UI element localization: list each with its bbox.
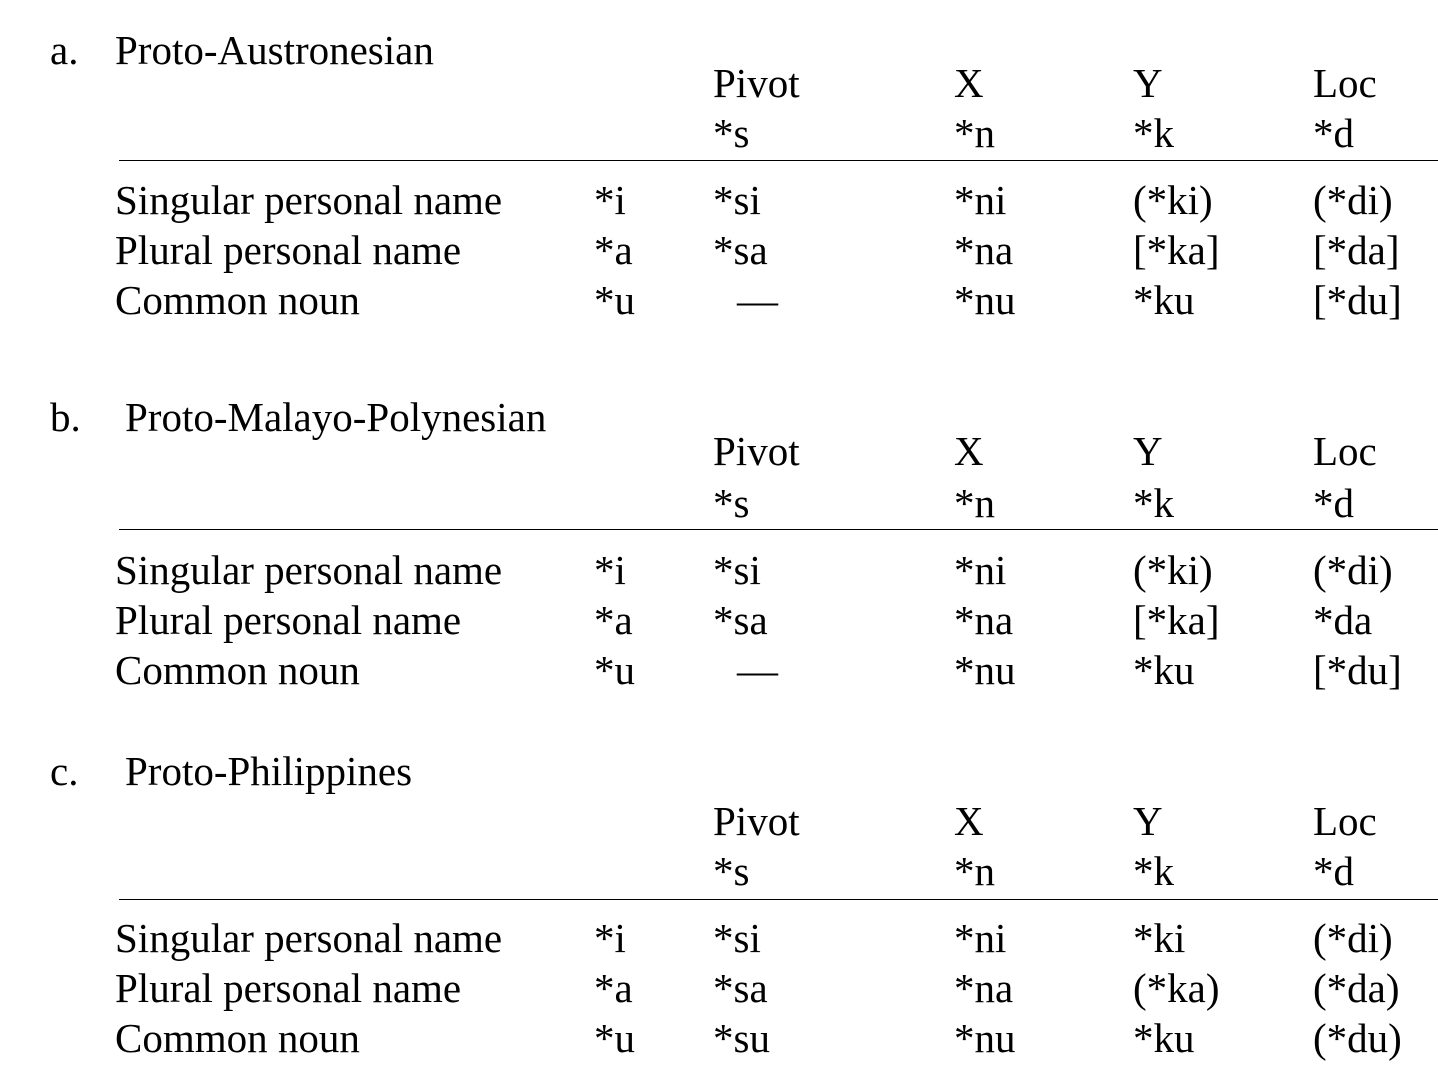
row-label: Common noun (115, 647, 360, 693)
header-y: Y (1133, 428, 1163, 474)
cell-loc: [*du] (1313, 647, 1402, 693)
cell-pivot: *si (713, 915, 761, 961)
cell-y: (*ki) (1133, 547, 1213, 593)
cell-y: [*ka] (1133, 597, 1220, 643)
subheader-x: *n (954, 848, 995, 894)
cell-pivot: — (737, 277, 778, 323)
header-pivot: Pivot (713, 428, 800, 474)
header-y: Y (1133, 60, 1163, 106)
section-title: Proto-Philippines (125, 748, 413, 794)
cell-x: *na (954, 965, 1014, 1011)
row-label: Common noun (115, 277, 360, 323)
cell-x: *ni (954, 177, 1007, 223)
subheader-loc: *d (1313, 848, 1354, 894)
row-label: Plural personal name (115, 965, 462, 1011)
cell-loc: *da (1313, 597, 1373, 643)
row-label: Singular personal name (115, 547, 503, 593)
row-label: Singular personal name (115, 177, 503, 223)
section-marker: a. (50, 27, 79, 73)
cell-loc: [*da] (1313, 227, 1400, 273)
row-article: *u (594, 277, 635, 323)
subheader-loc: *d (1313, 110, 1354, 156)
cell-loc: (*di) (1313, 915, 1393, 961)
row-label: Singular personal name (115, 915, 503, 961)
row-article: *i (594, 177, 626, 223)
row-label: Plural personal name (115, 227, 462, 273)
subheader-x: *n (954, 110, 995, 156)
subheader-y: *k (1133, 480, 1174, 526)
table-rule (119, 160, 1438, 161)
row-article: *u (594, 1015, 635, 1061)
cell-x: *na (954, 597, 1014, 643)
cell-x: *ni (954, 915, 1007, 961)
subheader-pivot: *s (713, 848, 750, 894)
cell-y: (*ki) (1133, 177, 1213, 223)
header-x: X (954, 60, 984, 106)
row-label: Plural personal name (115, 597, 462, 643)
header-loc: Loc (1313, 798, 1377, 844)
table-rule (119, 899, 1438, 900)
header-loc: Loc (1313, 60, 1377, 106)
header-pivot: Pivot (713, 798, 800, 844)
cell-pivot: *su (713, 1015, 770, 1061)
cell-x: *nu (954, 1015, 1016, 1061)
cell-loc: (*du) (1313, 1015, 1402, 1061)
cell-y: *ku (1133, 647, 1195, 693)
cell-x: *nu (954, 647, 1016, 693)
row-label: Common noun (115, 1015, 360, 1061)
section-title: Proto-Malayo-Polynesian (125, 394, 547, 440)
header-pivot: Pivot (713, 60, 800, 106)
subheader-loc: *d (1313, 480, 1354, 526)
cell-loc: [*du] (1313, 277, 1402, 323)
header-y: Y (1133, 798, 1163, 844)
table-rule (119, 529, 1438, 530)
subheader-x: *n (954, 480, 995, 526)
section-b (0, 394, 1438, 727)
cell-y: *ki (1133, 915, 1186, 961)
cell-loc: (*di) (1313, 547, 1393, 593)
cell-y: [*ka] (1133, 227, 1220, 273)
cell-pivot: *sa (713, 227, 768, 273)
cell-pivot: *sa (713, 965, 768, 1011)
section-a (0, 27, 1438, 360)
row-article: *u (594, 647, 635, 693)
section-marker: b. (50, 394, 81, 440)
cell-y: *ku (1133, 1015, 1195, 1061)
header-x: X (954, 798, 984, 844)
row-article: *a (594, 965, 633, 1011)
cell-x: *ni (954, 547, 1007, 593)
row-article: *i (594, 547, 626, 593)
cell-pivot: *si (713, 177, 761, 223)
row-article: *a (594, 227, 633, 273)
row-article: *a (594, 597, 633, 643)
cell-loc: (*da) (1313, 965, 1400, 1011)
cell-x: *nu (954, 277, 1016, 323)
cell-y: (*ka) (1133, 965, 1220, 1011)
subheader-pivot: *s (713, 110, 750, 156)
cell-loc: (*di) (1313, 177, 1393, 223)
row-article: *i (594, 915, 626, 961)
subheader-y: *k (1133, 848, 1174, 894)
section-marker: c. (50, 748, 79, 794)
cell-x: *na (954, 227, 1014, 273)
section-title: Proto-Austronesian (115, 27, 434, 73)
cell-y: *ku (1133, 277, 1195, 323)
header-loc: Loc (1313, 428, 1377, 474)
cell-pivot: *si (713, 547, 761, 593)
subheader-y: *k (1133, 110, 1174, 156)
subheader-pivot: *s (713, 480, 750, 526)
header-x: X (954, 428, 984, 474)
cell-pivot: *sa (713, 597, 768, 643)
cell-pivot: — (737, 647, 778, 693)
section-c (0, 748, 1438, 1081)
